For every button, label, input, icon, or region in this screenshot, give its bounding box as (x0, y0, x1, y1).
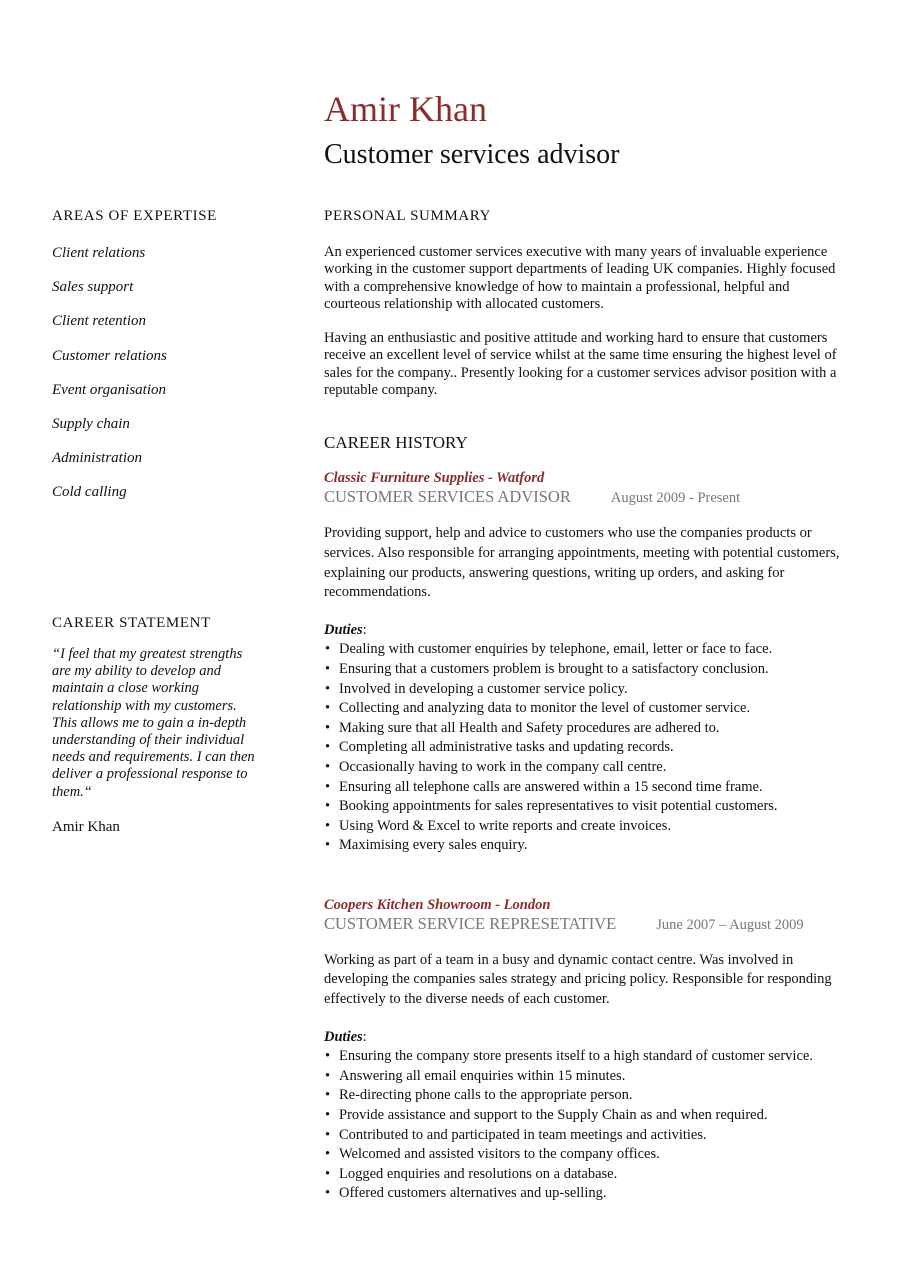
expertise-list (52, 244, 257, 501)
expertise-item: Client retention (52, 313, 147, 330)
summary-paragraph: An experienced customer services executive with many years of invaluable experience working in the customer support departments of leading UK companies. Highly focused with a comprehensive knowledge of how to maintain a professional, helpful and courteous relationship with allocated customers. (324, 244, 836, 312)
duty-item: • Re-directing phone calls to the appropriate person. (324, 1086, 844, 1106)
career-statement (52, 615, 257, 836)
job-dates: June 2007 – August 2009 (656, 916, 804, 933)
duty-item: • Collecting and analyzing data to monitor the level of customer service. (324, 699, 844, 719)
duties-label-text: Duties (324, 621, 363, 638)
duty-item: • Welcomed and assisted visitors to the company offices. (324, 1145, 844, 1165)
career-statement-quote: “I feel that my greatest strengths are my ability to develop and maintain a close working relationship with my customers. This allows me to gain a in-depth understanding of their individual needs and requirements. I can then deliver a professional response to them.“ (52, 646, 255, 800)
expertise-item: Customer relations (52, 347, 167, 364)
job-description: Working as part of a team in a busy and dynamic contact centre. Was involved in developing the companies sales strategy and pricing policy. Responsible for responding effectively to the diverse needs of each customer. (324, 951, 832, 1008)
company-name: Classic Furniture Supplies - Watford (324, 470, 545, 487)
duty-item: • Using Word & Excel to write reports and create invoices. (324, 817, 844, 837)
duties-label-text: Duties (324, 1028, 363, 1045)
expertise-item: Supply chain (52, 415, 130, 432)
career-statement-heading: CAREER STATEMENT (52, 615, 211, 631)
duty-item: • Involved in developing a customer service policy. (324, 680, 844, 700)
duty-item: • Occasionally having to work in the company call centre. (324, 758, 844, 778)
duty-item: • Answering all email enquiries within 15 minutes. (324, 1067, 844, 1087)
duty-item: • Logged enquiries and resolutions on a database. (324, 1165, 844, 1185)
cv-header (324, 88, 620, 172)
duties-list (324, 640, 844, 856)
duties-label (324, 1028, 844, 1048)
summary-heading: PERSONAL SUMMARY (324, 208, 491, 224)
career-statement-author: Amir Khan (52, 818, 120, 835)
duty-item: • Contributed to and participated in team meetings and activities. (324, 1126, 844, 1146)
job-title: Customer services advisor (324, 139, 620, 170)
duty-item: • Completing all administrative tasks and updating records. (324, 738, 844, 758)
main-column (324, 208, 844, 1204)
candidate-name: Amir Khan (324, 89, 487, 129)
duty-item: • Ensuring that a customers problem is brought to a satisfactory conclusion. (324, 660, 844, 680)
role-title: CUSTOMER SERVICE REPRESETATIVE (324, 913, 617, 933)
duty-item: • Offered customers alternatives and up-selling. (324, 1184, 844, 1204)
role-row (324, 487, 844, 508)
role-row (324, 914, 844, 935)
duties-list (324, 1047, 844, 1204)
duty-item: • Ensuring the company store presents itself to a high standard of customer service. (324, 1047, 844, 1067)
duty-item: • Provide assistance and support to the Supply Chain as and when required. (324, 1106, 844, 1126)
duty-item: • Ensuring all telephone calls are answered within a 15 second time frame. (324, 778, 844, 798)
duty-item: • Making sure that all Health and Safety procedures are adhered to. (324, 719, 844, 739)
job-entry (324, 469, 844, 856)
expertise-item: Event organisation (52, 381, 167, 398)
duty-item: • Dealing with customer enquiries by telephone, email, letter or face to face. (324, 640, 844, 660)
duties-label-colon: : (362, 1028, 367, 1045)
job-dates: August 2009 - Present (610, 490, 741, 507)
duties-label (324, 621, 844, 641)
job-entry (324, 896, 844, 1204)
role-title: CUSTOMER SERVICES ADVISOR (324, 487, 571, 507)
expertise-item: Sales support (52, 279, 134, 296)
career-history-heading: CAREER HISTORY (324, 433, 468, 453)
expertise-heading: AREAS OF EXPERTISE (52, 208, 217, 224)
expertise-item: Client relations (52, 245, 146, 261)
duty-item: • Maximising every sales enquiry. (324, 836, 844, 856)
duty-item: • Booking appointments for sales representatives to visit potential customers. (324, 797, 844, 817)
sidebar (52, 208, 257, 518)
expertise-item: Administration (52, 450, 143, 467)
summary-paragraph: Having an enthusiastic and positive attitude and working hard to ensure that customers receive an excellent level of service whilst at the same time ensuring the highest level of sales for the company.. Presently looking for a customer services advisor position with a reputable company. (324, 330, 837, 399)
job-description: Providing support, help and advice to customers who use the companies products or services. Also responsible for arranging appointments, meeting with potential customers, explaining our products, answering questions, writing up orders, and asking for recommendations. (324, 525, 840, 601)
company-name: Coopers Kitchen Showroom - London (324, 896, 551, 913)
duties-label-colon: : (362, 621, 367, 638)
expertise-item: Cold calling (52, 484, 127, 501)
